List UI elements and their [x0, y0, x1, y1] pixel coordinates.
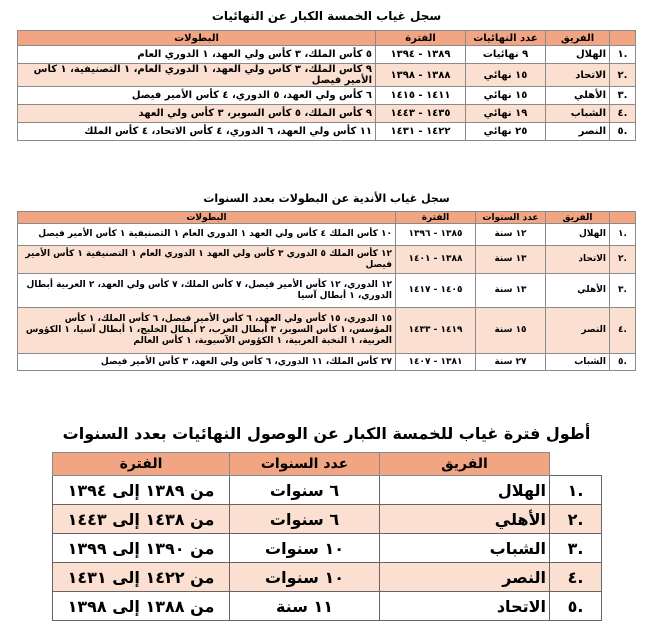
team-name: النصر [546, 308, 610, 354]
titles-absence-table [17, 211, 636, 371]
table-row [53, 505, 602, 534]
period: من ١٤٣٨ إلى ١٤٤٣ [53, 505, 230, 534]
period: ١٤٢٢ - ١٤٣١ [376, 123, 466, 141]
years-count: ١٠ سنوات [230, 534, 380, 563]
section-title-finals-absence: سجل غياب الخمسة الكبار عن النهائيات [211, 9, 442, 23]
titles: ١٢ كأس الملك ٥ الدوري ٣ كأس ولي العهد ١ الدوري العام ١ التصنيفية ١ كأس الأمير فيصل [18, 246, 396, 274]
header-team: الفريق [546, 31, 610, 46]
period: ١٣٨٥ - ١٣٩٦ [396, 224, 476, 246]
section-title-titles-absence: سجل غياب الأندية عن البطولات بعدد السنوات [203, 192, 450, 205]
team-name: الهلال [380, 476, 550, 505]
team-name: الشباب [546, 105, 610, 123]
table-row [53, 563, 602, 592]
titles: ١٠ كأس الملك ٤ كأس ولي العهد ١ الدوري العام ١ التصنيفية ١ كأس الأمير فيصل [18, 224, 396, 246]
period: من ١٣٨٨ إلى ١٣٩٨ [53, 592, 230, 621]
team-name: الهلال [546, 224, 610, 246]
team-name: الهلال [546, 46, 610, 64]
years-count: ٦ سنوات [230, 476, 380, 505]
finals-count: ١٥ نهائي [466, 87, 546, 105]
row-number: .٥ [610, 354, 636, 371]
row-number: .٤ [550, 563, 602, 592]
team-name: النصر [546, 123, 610, 141]
row-number: .٥ [550, 592, 602, 621]
period: ١٣٨٨ - ١٤٠١ [396, 246, 476, 274]
titles: ٩ كأس الملك، ٣ كأس ولي العهد، ١ الدوري العام، ١ التصنيفية، ١ كأس الأمير فيصل [18, 64, 376, 87]
titles: ٢٧ كأس الملك، ١١ الدوري، ٦ كأس ولي العهد، ٣ كأس الأمير فيصل [18, 354, 396, 371]
team-name: الاتحاد [546, 246, 610, 274]
header-team: الفريق [546, 212, 610, 224]
table-row [18, 64, 636, 87]
table-row [18, 46, 636, 64]
period: من ١٣٨٩ إلى ١٣٩٤ [53, 476, 230, 505]
team-name: الأهلي [546, 274, 610, 308]
years-count: ١٠ سنوات [230, 563, 380, 592]
table-row [18, 354, 636, 371]
years-count: ١١ سنة [230, 592, 380, 621]
table-row [18, 224, 636, 246]
table-row [18, 308, 636, 354]
period: ١٤١١ - ١٤١٥ [376, 87, 466, 105]
row-number: .٥ [610, 123, 636, 141]
row-number: .٢ [610, 246, 636, 274]
years-count: ٢٧ سنة [476, 354, 546, 371]
team-name: الاتحاد [546, 64, 610, 87]
table-row [53, 476, 602, 505]
row-number: .١ [610, 46, 636, 64]
team-name: الأهلي [546, 87, 610, 105]
titles: ٩ كأس الملك، ٥ كأس السوبر، ٣ كأس ولي العهد [18, 105, 376, 123]
table-header-row [53, 453, 602, 476]
titles: ٦ كأس ولي العهد، ٥ الدوري، ٤ كأس الأمير فيصل [18, 87, 376, 105]
header-period: الفترة [396, 212, 476, 224]
longest-absence-table [52, 452, 602, 621]
row-number: .٣ [610, 87, 636, 105]
finals-count: ٢٥ نهائي [466, 123, 546, 141]
row-number: .٤ [610, 105, 636, 123]
period: ١٣٨٩ - ١٣٩٤ [376, 46, 466, 64]
header-num [610, 212, 636, 224]
header-count: عدد النهائيات [466, 31, 546, 46]
row-number: .٣ [550, 534, 602, 563]
finals-absence-table [17, 30, 636, 141]
row-number: .٢ [610, 64, 636, 87]
period: ١٣٨٨ - ١٣٩٨ [376, 64, 466, 87]
years-count: ٦ سنوات [230, 505, 380, 534]
table-row [18, 87, 636, 105]
header-titles: البطولات [18, 31, 376, 46]
header-num [550, 453, 602, 476]
period: من ١٣٩٠ إلى ١٣٩٩ [53, 534, 230, 563]
table-header-row [18, 212, 636, 224]
table-row [18, 274, 636, 308]
period: ١٤٣٥ - ١٤٤٣ [376, 105, 466, 123]
finals-count: ١٥ نهائي [466, 64, 546, 87]
row-number: .٤ [610, 308, 636, 354]
team-name: الاتحاد [380, 592, 550, 621]
team-name: الشباب [380, 534, 550, 563]
table-row [53, 592, 602, 621]
titles: ١٢ الدوري، ١٢ كأس الأمير فيصل، ٧ كأس الملك، ٧ كأس ولي العهد، ٢ العربية أبطال الدوري، ١ أبطال آسيا [18, 274, 396, 308]
section-title-longest-absence: أطول فترة غياب للخمسة الكبار عن الوصول النهائيات بعدد السنوات [62, 424, 591, 443]
years-count: ١٢ سنة [476, 224, 546, 246]
header-years: عدد السنوات [476, 212, 546, 224]
row-number: .١ [550, 476, 602, 505]
team-name: الشباب [546, 354, 610, 371]
table-row [18, 105, 636, 123]
team-name: الأهلي [380, 505, 550, 534]
table-row [53, 534, 602, 563]
years-count: ١٣ سنة [476, 246, 546, 274]
table-header-row [18, 31, 636, 46]
header-period: الفترة [376, 31, 466, 46]
period: ١٣٨١ - ١٤٠٧ [396, 354, 476, 371]
years-count: ١٥ سنة [476, 308, 546, 354]
row-number: .١ [610, 224, 636, 246]
row-number: .٣ [610, 274, 636, 308]
team-name: النصر [380, 563, 550, 592]
header-years: عدد السنوات [230, 453, 380, 476]
titles: ١٥ الدوري، ١٥ كأس ولي العهد، ٦ كأس الأمير فيصل، ٦ كأس الملك، ١ كأس المؤسس، ١ كأس السوبر، ٣ أبطال العرب، ٢ أبطال الخليج، ١ أبطال آسيا، ١ الكؤوس العربية، ١ النخبة العربية، ١ الكؤوس الآسيوية، ١ كأس العالم [18, 308, 396, 354]
header-team: الفريق [380, 453, 550, 476]
finals-count: ٩ نهائيات [466, 46, 546, 64]
period: من ١٤٢٢ إلى ١٤٣١ [53, 563, 230, 592]
header-titles: البطولات [18, 212, 396, 224]
period: ١٤٠٥ - ١٤١٧ [396, 274, 476, 308]
table-row [18, 123, 636, 141]
finals-count: ١٩ نهائي [466, 105, 546, 123]
header-num [610, 31, 636, 46]
titles: ٥ كأس الملك، ٣ كأس ولي العهد، ١ الدوري العام [18, 46, 376, 64]
period: ١٤١٩ - ١٤٣٣ [396, 308, 476, 354]
header-period: الفترة [53, 453, 230, 476]
titles: ١١ كأس ولي العهد، ٦ الدوري، ٤ كأس الاتحاد، ٤ كأس الملك [18, 123, 376, 141]
row-number: .٢ [550, 505, 602, 534]
table-row [18, 246, 636, 274]
years-count: ١٣ سنة [476, 274, 546, 308]
